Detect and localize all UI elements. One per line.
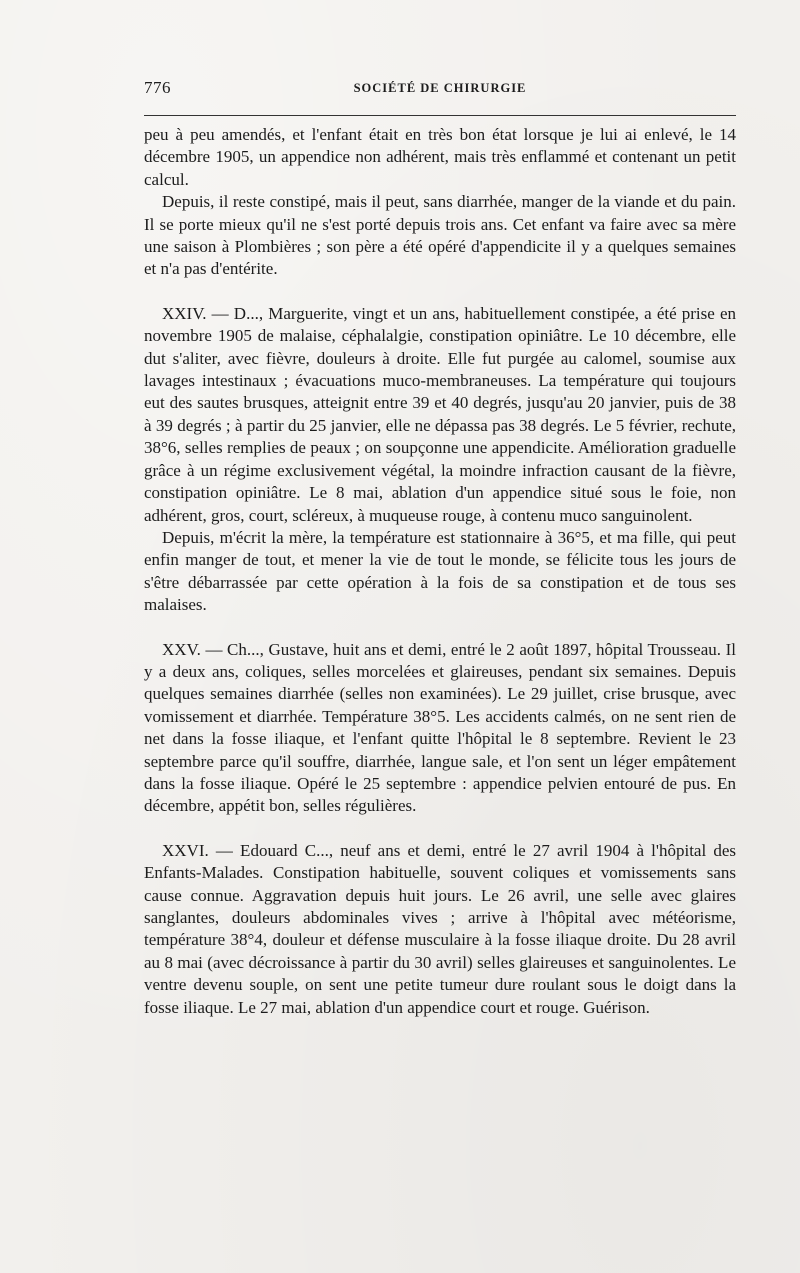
running-head: SOCIÉTÉ DE CHIRURGIE — [353, 81, 527, 95]
body-text — [144, 124, 736, 1019]
page-number: 776 — [144, 78, 171, 97]
case-xxvi: XXVI. — Edouard C..., neuf ans et demi, entré le 27 avril 1904 à l'hôpital des Enfants-Malades. Constipation habituelle, souvent coliques et vomissements sans cause connue. Aggravation depuis huit jours. Le 26 avril, une selle avec glaires sanglantes, douleurs abdominales vives ; arrive à l'hôpital avec météorisme, température 38°4, douleur et défense musculaire à la fosse iliaque droite. Du 28 avril au 8 mai (avec décroissance à partir du 30 avril) selles glaireuses et sanguinolentes. Le ventre devenu souple, on sent une petite tumeur dure roulant sous le doigt dans la fosse iliaque. Le 27 mai, ablation d'un appendice court et rouge. Guérison. — [144, 840, 736, 1017]
case-xxv: XXV. — Ch..., Gustave, huit ans et demi, entré le 2 août 1897, hôpital Trousseau. Il y a deux ans, coliques, selles morcelées et glaireuses, pendant six semaines. Depuis quelques semaines diarrhée (selles non examinées). Le 29 juillet, crise brusque, avec vomissement et diarrhée. Température 38°5. Les accidents calmés, on ne sent rien de net dans la fosse iliaque, et l'enfant quitte l'hôpital le 8 septembre. Revient le 23 septembre parce qu'il souffre, diarrhée, langue sale, et l'on sent un léger empâtement dans la fosse iliaque. Opéré le 25 septembre : appendice pelvien entouré de pus. En décembre, appétit bon, selles régulières. — [144, 639, 736, 816]
paragraph-continuation: peu à peu amendés, et l'enfant était en très bon état lorsque je lui ai enlevé, le 14 décembre 1905, un appendice non adhérent, mais très enflammé et contenant un petit calcul. — [144, 125, 736, 189]
paragraph-followup: Depuis, il reste constipé, mais il peut, sans diarrhée, manger de la viande et du pain. Il se porte mieux qu'il ne s'est porté depuis trois ans. Cet enfant va faire avec sa mère une saison à Plombières ; son père a été opéré d'appendicite il y a quelques semaines et n'a pas d'entérite. — [144, 192, 736, 279]
header-rule — [144, 115, 736, 116]
case-xxiv: XXIV. — D..., Marguerite, vingt et un ans, habituellement constipée, a été prise en novembre 1905 de malaise, céphalalgie, constipation opiniâtre. Le 10 décembre, elle dut s'aliter, avec fièvre, douleurs à droite. Elle fut purgée au calomel, soumise aux lavages intestinaux ; évacuations muco-membraneuses. La température qui toujours eut des sautes brusques, atteignit entre 39 et 40 degrés, jusqu'au 20 janvier, puis de 38 à 39 degrés ; à partir du 25 janvier, elle ne dépassa pas 38 degrés. Le 5 février, rechute, 38°6, selles remplies de peaux ; on soupçonne une appendicite. Amélioration graduelle grâce à un régime exclusivement végétal, la moindre infraction causant de la fièvre, constipation opiniâtre. Le 8 mai, ablation d'un appendice situé sous le foie, non adhérent, gros, court, scléreux, à muqueuse rouge, à contenu muco sanguinolent. — [144, 303, 736, 525]
page-header — [144, 78, 736, 102]
case-xxiv-followup: Depuis, m'écrit la mère, la température est stationnaire à 36°5, et ma fille, qui peut enfin manger de tout, et mener la vie de tout le monde, se félicite tous les jours de s'être débarrassée par cette opération à la fois de sa constipation et de tous ses malaises. — [144, 527, 736, 615]
